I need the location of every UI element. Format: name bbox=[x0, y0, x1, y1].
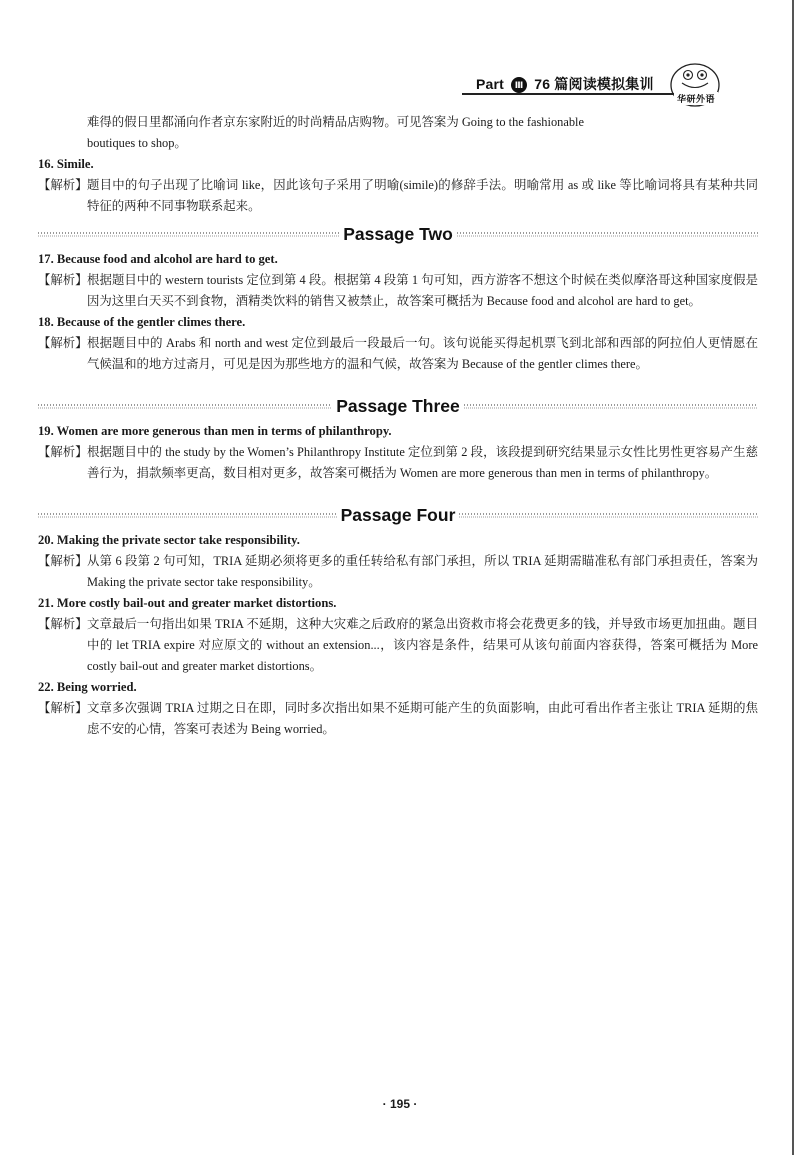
answer-key-content bbox=[38, 112, 758, 740]
continued-explanation bbox=[38, 112, 758, 154]
explanation-label: 【解析】 bbox=[38, 701, 88, 715]
question-16-answer: 16. Simile. bbox=[38, 157, 94, 171]
question-16-explanation bbox=[38, 175, 758, 217]
header-book-title: 76 篇阅读模拟集训 bbox=[534, 76, 654, 92]
question-17-answer: 17. Because food and alcohol are hard to get. bbox=[38, 252, 278, 266]
passage-two-heading bbox=[38, 219, 758, 249]
dotted-rule-right bbox=[459, 513, 758, 518]
explanation-text: 根据题目中的 the study by the Women’s Philanthropy Institute 定位到第 2 段，该段提到研究结果显示女性比男性更容易产生慈善行为，捐款频率更高，数目相对更多，故答案可概括为 Women are more generous than men in terms of philanthropy。 bbox=[87, 445, 758, 480]
question-21-explanation bbox=[38, 614, 758, 677]
passage-four-heading bbox=[38, 500, 758, 530]
passage-title: Passage Three bbox=[336, 395, 460, 416]
explanation-text: 根据题目中的 Arabs 和 north and west 定位到最后一段最后一句。该句说能买得起机票飞到北部和西部的阿拉伯人更情愿在气候温和的地方过斋月，可见是因为那些地方的温和气候，故答案为 Because of the gentler climes there。 bbox=[87, 336, 758, 371]
running-header bbox=[462, 62, 760, 110]
explanation-label: 【解析】 bbox=[38, 554, 88, 568]
header-part: Part bbox=[476, 76, 505, 92]
explanation-label: 【解析】 bbox=[38, 336, 88, 350]
spacer bbox=[38, 484, 758, 498]
explanation-label: 【解析】 bbox=[38, 445, 88, 459]
explanation-text: 根据题目中的 western tourists 定位到第 4 段。根据第 4 段第 1 句可知，西方游客不想这个时候在类似摩洛哥这种国家度假是因为这里白天买不到食物，酒精类饮料的销售又被禁止，故答案可概括为 Because food and alcohol are hard to get。 bbox=[87, 273, 758, 308]
question-18-explanation bbox=[38, 333, 758, 375]
question-21-answer: 21. More costly bail-out and greater market distortions. bbox=[38, 596, 337, 610]
passage-three-heading bbox=[38, 391, 758, 421]
dotted-rule-right bbox=[464, 404, 758, 409]
question-20-answer: 20. Making the private sector take responsibility. bbox=[38, 533, 300, 547]
dotted-rule-left bbox=[38, 232, 339, 237]
dotted-rule-right bbox=[457, 232, 758, 237]
dotted-rule-left bbox=[38, 513, 337, 518]
question-19-answer: 19. Women are more generous than men in terms of philanthropy. bbox=[38, 424, 392, 438]
explanation-text: 文章多次强调 TRIA 过期之日在即，同时多次指出如果不延期可能产生的负面影响，由此可看出作者主张让 TRIA 延期的焦虑不安的心情，答案可表述为 Being worried。 bbox=[87, 701, 758, 736]
continued-line-2: boutiques to shop。 bbox=[87, 136, 187, 150]
question-20-explanation bbox=[38, 551, 758, 593]
explanation-label: 【解析】 bbox=[38, 178, 88, 192]
page-edge-line bbox=[792, 0, 794, 1155]
passage-title: Passage Four bbox=[340, 504, 456, 525]
explanation-text: 题目中的句子出现了比喻词 like，因此该句子采用了明喻(simile)的修辞手法。明喻常用 as 或 like 等比喻词将具有某种共同特征的两种不同事物联系起来。 bbox=[87, 178, 758, 213]
explanation-text: 从第 6 段第 2 句可知，TRIA 延期必须将更多的重任转给私有部门承担，所以 TRIA 延期需瞄准私有部门承担责任，答案为 Making the private sector take responsibility。 bbox=[87, 554, 758, 589]
question-17-explanation bbox=[38, 270, 758, 312]
explanation-label: 【解析】 bbox=[38, 617, 88, 631]
question-19-explanation bbox=[38, 442, 758, 484]
question-22-answer: 22. Being worried. bbox=[38, 680, 137, 694]
question-22-explanation bbox=[38, 698, 758, 740]
passage-title: Passage Two bbox=[343, 223, 453, 244]
question-18-answer: 18. Because of the gentler climes there. bbox=[38, 315, 246, 329]
page-number: · 195 · bbox=[382, 1097, 418, 1111]
part-number-badge: Ⅲ bbox=[511, 77, 527, 93]
header-title bbox=[476, 74, 654, 94]
spacer bbox=[38, 375, 758, 389]
explanation-text: 文章最后一句指出如果 TRIA 不延期，这种大灾难之后政府的紧急出资救市将会花费更多的钱，并导致市场更加扭曲。题目中的 let TRIA expire 对应原文的 without an extension...，该内容是条件，结果可从该句前面内容获得，答案可概括为 More costly bail-out and greater market distortions。 bbox=[87, 617, 758, 673]
dotted-rule-left bbox=[38, 404, 332, 409]
publisher-logo-text: 华研外语 bbox=[674, 92, 718, 105]
continued-line-1: 难得的假日里都涌向作者京东家附近的时尚精品店购物。可见答案为 Going to the fashionable bbox=[87, 115, 584, 129]
explanation-label: 【解析】 bbox=[38, 273, 88, 287]
